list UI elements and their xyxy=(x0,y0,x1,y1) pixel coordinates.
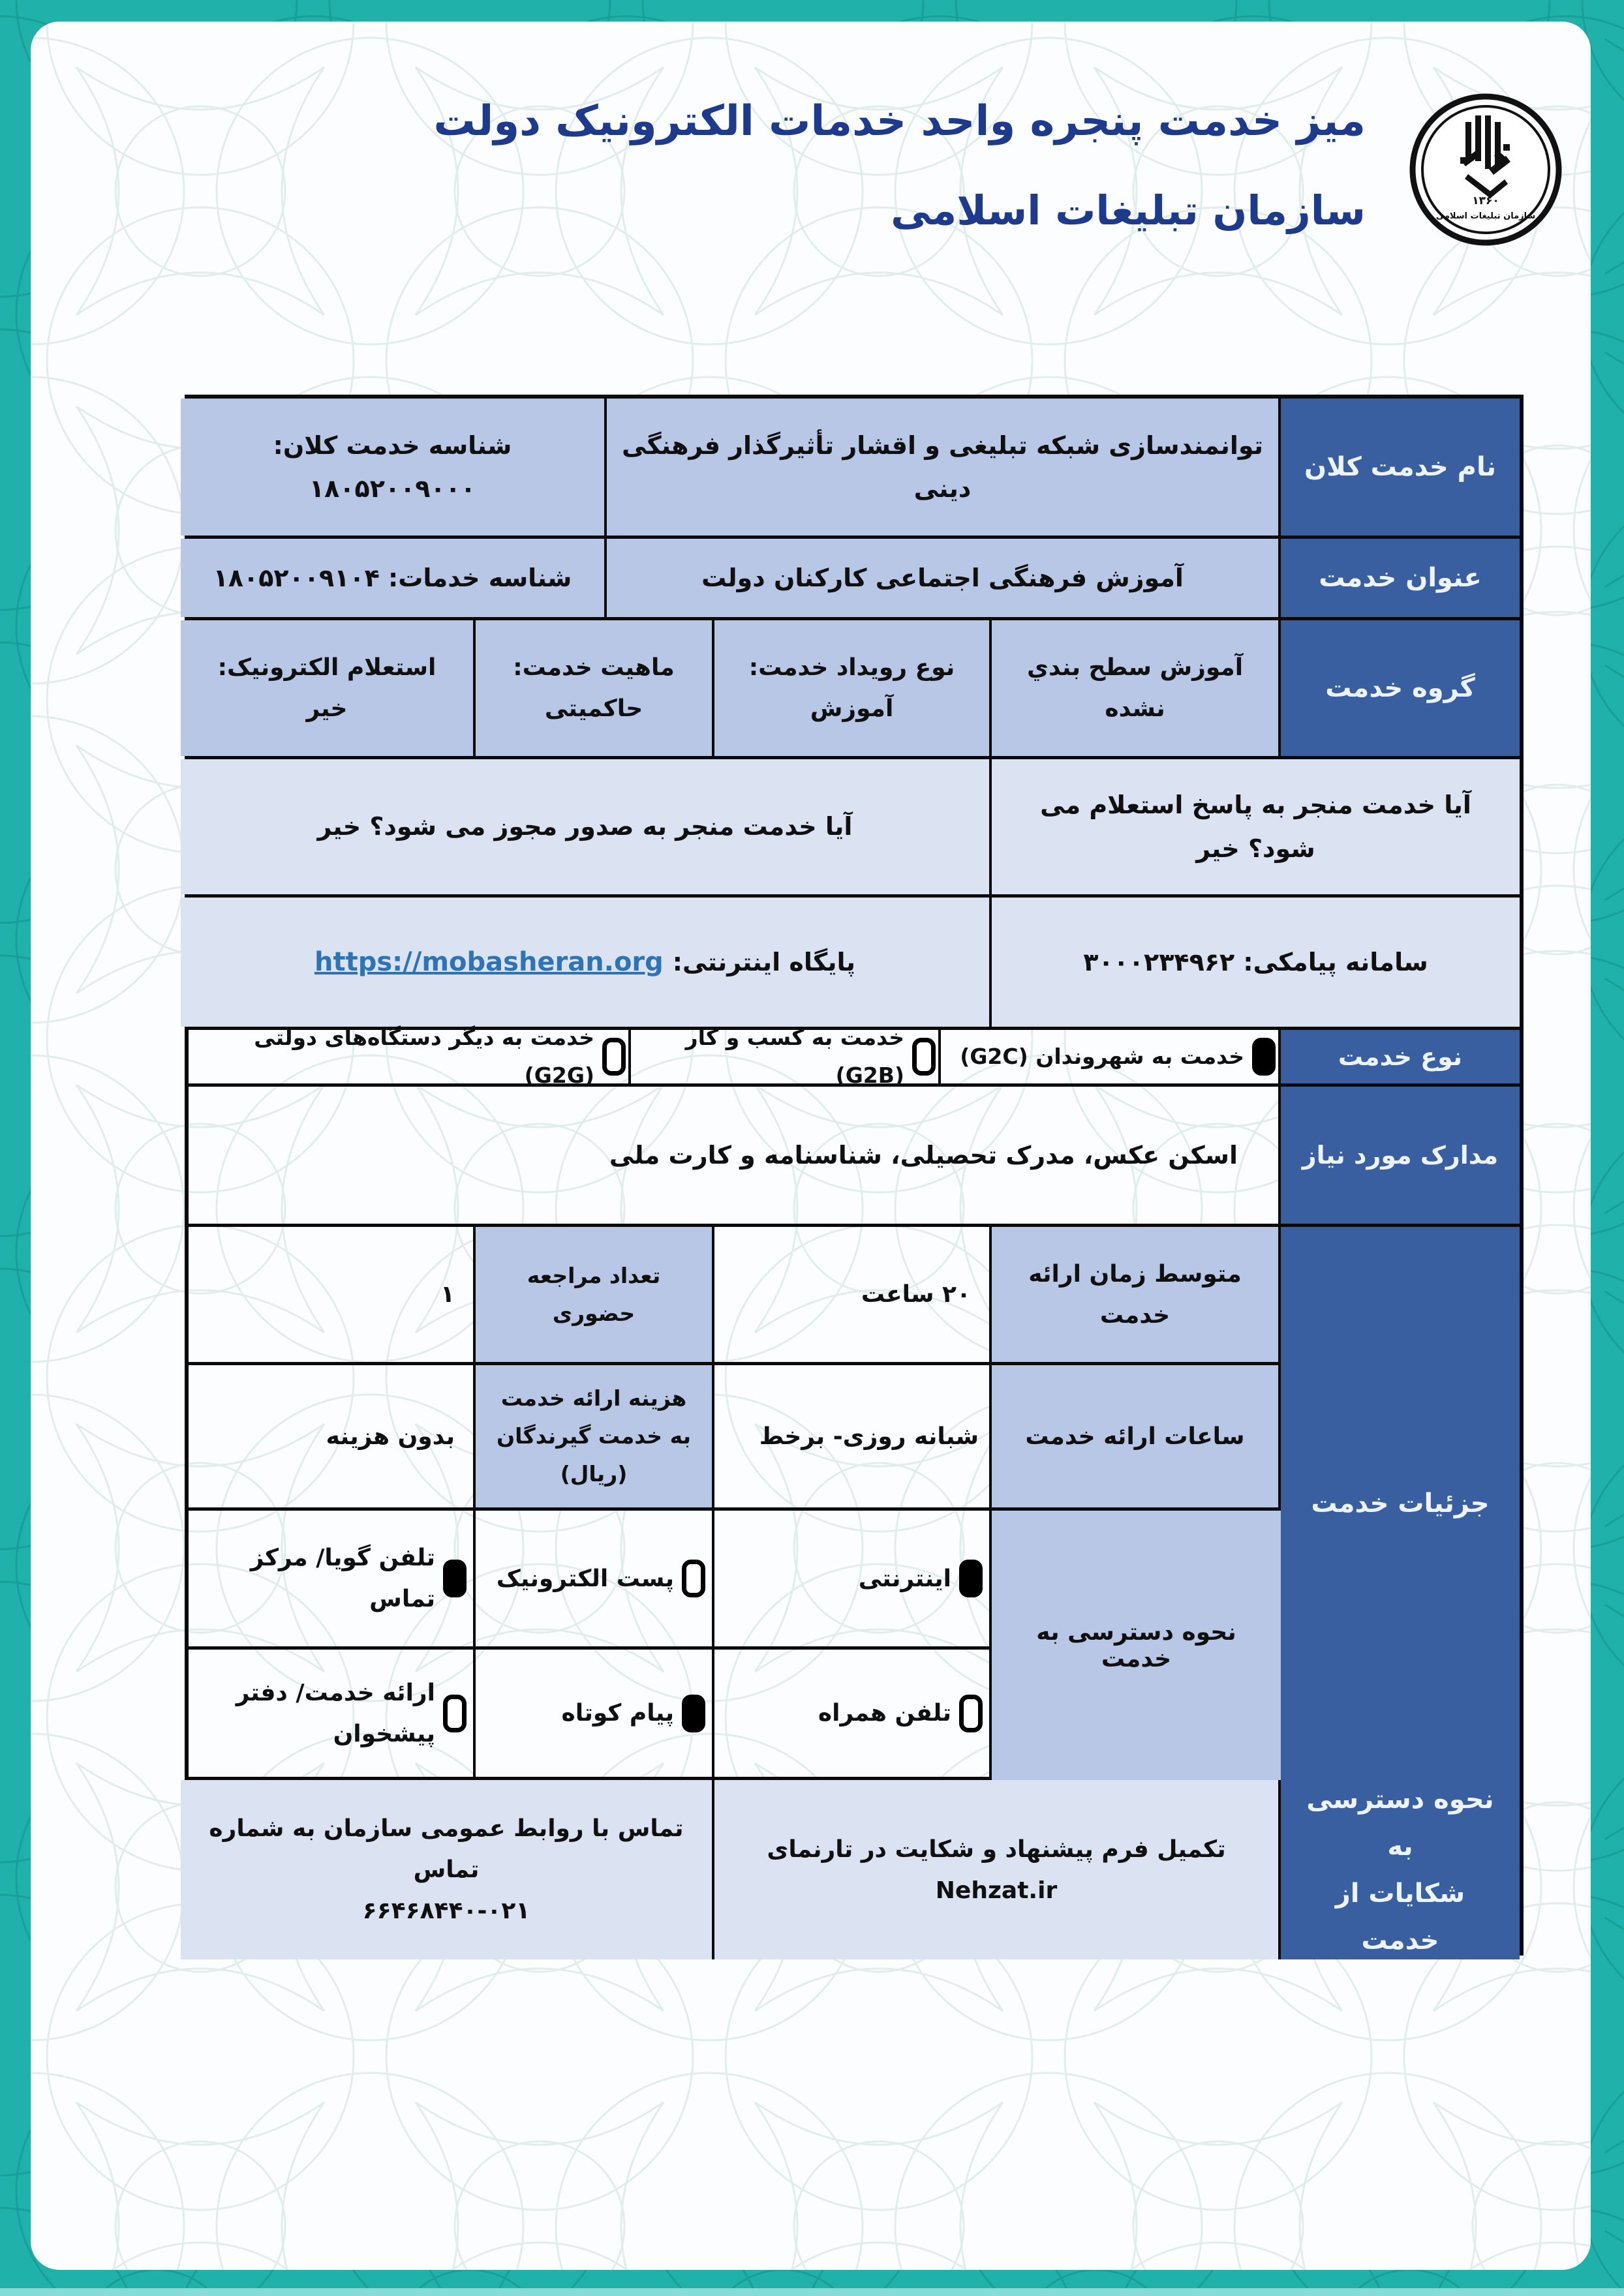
service-id: شناسه خدمات: ۱۸۰۵۲۰۰۹۱۰۴ xyxy=(213,563,572,592)
avg-time-label-cell xyxy=(989,1227,1278,1362)
row-header-label: عنوان خدمت xyxy=(1319,563,1482,593)
g2g-label: خدمت به دیگر دستگاه‌های دولتی (G2G) xyxy=(254,1025,594,1088)
complaints-phone-cell xyxy=(181,1780,712,1959)
g2b-label: خدمت به کسب و کار (G2B) xyxy=(685,1025,904,1088)
service-type-g2g-cell xyxy=(181,1025,628,1088)
inquiry-result-text: آیا خدمت منجر به پاسخ استعلام می شود؟ خیر xyxy=(1040,791,1471,863)
org-logo xyxy=(1405,88,1566,251)
email-label: پست الکترونیک xyxy=(496,1565,674,1592)
bottom-edge-strip xyxy=(0,2288,1624,2296)
service-hours-label-cell xyxy=(989,1365,1278,1507)
service-title-cell xyxy=(604,539,1278,617)
license-result-text: آیا خدمت منجر به صدور مجوز می شود؟ خیر xyxy=(317,812,853,841)
row-header-label: مدارک مورد نیاز xyxy=(1302,1140,1499,1170)
access-sms-cell xyxy=(473,1650,712,1777)
row-header-label: نام خدمت کلان xyxy=(1304,452,1497,482)
complaints-header-line2: شکایات از خدمت xyxy=(1335,1878,1465,1956)
website-link[interactable]: https://mobasheran.org xyxy=(314,947,664,977)
complaints-web-text: تکمیل فرم پیشنهاد و شکایت در تارنمای Nehzat.ir xyxy=(767,1835,1226,1904)
table-row xyxy=(189,539,1520,620)
ivr-checkbox[interactable] xyxy=(443,1560,467,1597)
macro-service-name: توانمندسازی شبکه تبلیغی و اقشار تأثیرگذار فرهنگی دینی xyxy=(622,430,1263,503)
service-group-level: آموزش سطح بندي نشده xyxy=(1026,654,1244,722)
inquiry-result-cell xyxy=(989,759,1520,894)
service-event-type-cell xyxy=(712,620,989,756)
logo-org-text: سازمان تبلیغات اسلامی xyxy=(1435,211,1536,221)
internet-checkbox[interactable] xyxy=(959,1560,983,1597)
cost-value: بدون هزینه xyxy=(326,1423,455,1450)
row-header-service-details xyxy=(1278,1227,1520,1780)
table-row xyxy=(189,620,1520,759)
electronic-inquiry-cell xyxy=(181,620,473,756)
table-row xyxy=(189,898,1520,1030)
sms-system-cell xyxy=(989,898,1520,1027)
service-nature-value: حاکمیتی xyxy=(544,695,643,722)
complaints-phone-number: ۶۶۴۶۸۴۴۰-۰۲۱ xyxy=(362,1897,530,1924)
row-header-required-documents xyxy=(1278,1087,1520,1224)
service-nature-label: ماهیت خدمت: xyxy=(513,654,675,681)
visits-label: تعداد مراجعه حضوری xyxy=(527,1262,661,1326)
table-row xyxy=(189,1025,1520,1088)
service-hours-value-cell xyxy=(712,1365,989,1507)
service-title: آموزش فرهنگی اجتماعی کارکنان دولت xyxy=(701,563,1184,592)
counter-checkbox[interactable] xyxy=(443,1695,467,1732)
g2c-label: خدمت به شهروندان (G2C) xyxy=(960,1044,1244,1070)
row-header-macro-service-name xyxy=(1278,399,1520,536)
g2g-checkbox[interactable] xyxy=(602,1038,626,1076)
avg-time-label: متوسط زمان ارائه خدمت xyxy=(1028,1260,1242,1329)
mobile-label: تلفن همراه xyxy=(818,1700,951,1727)
organization-name: سازمان تبلیغات اسلامی xyxy=(891,187,1366,235)
counter-label: ارائه خدمت/ دفتر پیشخوان xyxy=(236,1679,435,1747)
row-header-service-group xyxy=(1278,620,1520,756)
cost-value-cell xyxy=(181,1365,473,1507)
access-counter-cell xyxy=(181,1650,473,1777)
row-header-service-title xyxy=(1278,539,1520,617)
mobile-checkbox[interactable] xyxy=(959,1695,983,1732)
table-row xyxy=(189,759,1520,898)
required-documents-cell xyxy=(181,1087,1278,1224)
cost-label: هزینه ارائه خدمت به خدمت گیرندگان (ریال) xyxy=(497,1385,691,1487)
service-hours-label: ساعات ارائه خدمت xyxy=(1025,1423,1245,1450)
event-type-value: آموزش xyxy=(810,695,894,722)
g2c-checkbox[interactable] xyxy=(1252,1038,1276,1076)
macro-service-id-cell xyxy=(181,399,604,536)
electronic-inquiry-value: خیر xyxy=(306,695,348,722)
g2b-checkbox[interactable] xyxy=(912,1038,936,1076)
internet-label: اینترنتی xyxy=(858,1565,951,1592)
logo-year: ۱۳۶۰ xyxy=(1472,194,1499,207)
visits-value: ۱ xyxy=(440,1281,455,1308)
sms-checkbox[interactable] xyxy=(682,1695,705,1732)
document-card xyxy=(31,22,1591,2270)
row-header-complaints xyxy=(1278,1780,1520,1959)
macro-service-name-cell xyxy=(604,399,1278,536)
avg-time-value: ۲۰ ساعت xyxy=(861,1281,971,1308)
service-id-cell xyxy=(181,539,604,617)
service-table xyxy=(185,395,1524,1956)
access-internet-cell xyxy=(712,1511,989,1646)
ivr-label: تلفن گویا/ مرکز تماس xyxy=(250,1545,435,1612)
access-mobile-cell xyxy=(712,1650,989,1777)
table-row xyxy=(189,1087,1520,1227)
visits-label-cell xyxy=(473,1227,712,1362)
complaints-phone-text: تماس با روابط عمومی سازمان به شماره تماس xyxy=(209,1815,684,1883)
license-result-cell xyxy=(181,759,989,894)
visits-value-cell xyxy=(181,1227,473,1362)
row-header-label: گروه خدمت xyxy=(1325,673,1475,703)
sms-system-number: سامانه پیامکی: ۳۰۰۰۲۳۴۹۶۲ xyxy=(1083,947,1428,976)
access-method-header xyxy=(989,1511,1281,1780)
page-title: میز خدمت پنجره واحد خدمات الکترونیک دولت xyxy=(433,97,1366,145)
cost-label-cell xyxy=(473,1365,712,1507)
complaints-web-cell xyxy=(712,1780,1278,1959)
electronic-inquiry-label: استعلام الکترونیک: xyxy=(217,654,437,681)
website-cell xyxy=(181,898,989,1027)
website-label: پایگاه اینترنتی: xyxy=(672,947,856,976)
access-email-cell xyxy=(473,1511,712,1646)
macro-service-id: شناسه خدمت کلان: ۱۸۰۵۲۰۰۹۰۰۰ xyxy=(273,430,512,503)
service-hours-value: شبانه روزی- برخط xyxy=(759,1423,979,1450)
event-type-label: نوع رویداد خدمت: xyxy=(748,654,955,681)
row-header-label: نوع خدمت xyxy=(1338,1042,1463,1071)
service-group-level-cell xyxy=(989,620,1278,756)
table-row xyxy=(189,399,1520,539)
service-type-g2b-cell xyxy=(628,1025,938,1088)
access-method-label: نحوه دسترسی به خدمت xyxy=(1036,1618,1236,1672)
service-nature-cell xyxy=(473,620,712,756)
sms-short-message-label: پیام کوتاه xyxy=(561,1700,674,1727)
row-header-service-type xyxy=(1278,1030,1520,1083)
required-documents-text: اسکن عکس، مدرک تحصیلی، شناسنامه و کارت ملی xyxy=(609,1140,1238,1170)
service-type-g2c-cell xyxy=(938,1030,1278,1083)
document-header xyxy=(434,98,1366,234)
email-checkbox[interactable] xyxy=(682,1560,705,1597)
table-row xyxy=(189,1780,1520,1959)
service-details-label: جزئیات خدمت xyxy=(1311,1488,1490,1518)
avg-time-value-cell xyxy=(712,1227,989,1362)
access-ivr-cell xyxy=(181,1511,473,1646)
complaints-header-line1: نحوه دسترسی به xyxy=(1306,1784,1494,1862)
